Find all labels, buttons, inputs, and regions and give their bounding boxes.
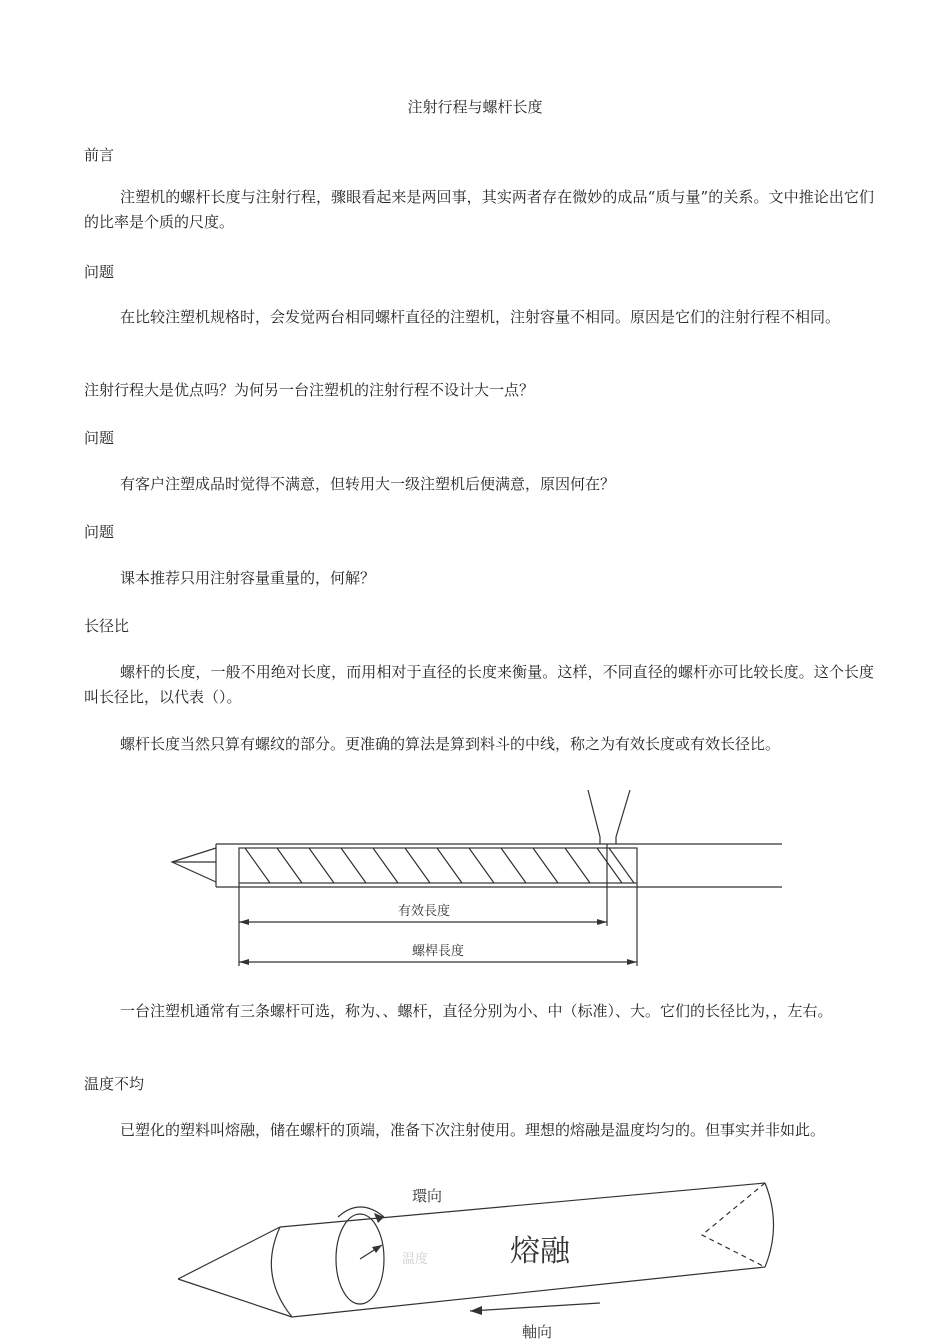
document-title: 注射行程与螺杆长度 <box>407 98 543 116</box>
axial-label: 軸向 <box>522 1323 553 1341</box>
paragraph-ld-1: 螺杆的长度，一般不用绝对长度，而用相对于直径的长度来衡量。这样，不同直径的螺杆亦可比较长度。这个长度叫长径比，以代表（）。 <box>84 663 874 706</box>
heading-question-2: 问题 <box>84 429 115 447</box>
screw-length-diagram <box>160 782 790 972</box>
paragraph-ld-2: 螺杆长度当然只算有螺纹的部分。更准确的算法是算到料斗的中线，称之为有效长度或有效长径比。 <box>120 735 781 753</box>
effective-length-label: 有效長度 <box>397 904 451 919</box>
heading-question-3: 问题 <box>84 523 115 541</box>
paragraph-preface: 注塑机的螺杆长度与注射行程，骤眼看起来是两回事，其实两者存在微妙的成品“质与量”的关系。文中推论出它们的比率是个质的尺度。 <box>84 188 874 231</box>
screw-length-label: 螺桿長度 <box>411 944 465 959</box>
faint-label: 温度 <box>402 1252 429 1267</box>
paragraph-question-2: 有客户注塑成品时觉得不满意，但转用大一级注塑机后便满意，原因何在？ <box>120 475 616 493</box>
heading-ld-ratio: 长径比 <box>84 617 130 635</box>
paragraph-question-3: 课本推荐只用注射容量重量的，何解？ <box>120 569 376 587</box>
paragraph-question-1b: 注射行程大是优点吗？为何另一台注塑机的注射行程不设计大一点？ <box>84 381 535 399</box>
melt-label: 熔融 <box>510 1234 570 1269</box>
heading-preface: 前言 <box>84 146 115 164</box>
paragraph-temperature: 已塑化的塑料叫熔融，储在螺杆的顶端，准备下次注射使用。理想的熔融是温度均匀的。但事实并非如此。 <box>120 1121 826 1139</box>
circumferential-label: 環向 <box>412 1187 443 1205</box>
melt-temperature-diagram <box>170 1175 790 1344</box>
paragraph-ld-3: 一台注塑机通常有三条螺杆可选，称为、、螺杆，直径分别为小、中（标准）、大。它们的长径比为，，左右。 <box>120 1002 833 1020</box>
heading-question-1: 问题 <box>84 263 115 281</box>
heading-temperature: 温度不均 <box>84 1075 145 1093</box>
paragraph-question-1: 在比较注塑机规格时，会发觉两台相同螺杆直径的注塑机，注射容量不相同。原因是它们的注射行程不相同。 <box>120 308 841 326</box>
